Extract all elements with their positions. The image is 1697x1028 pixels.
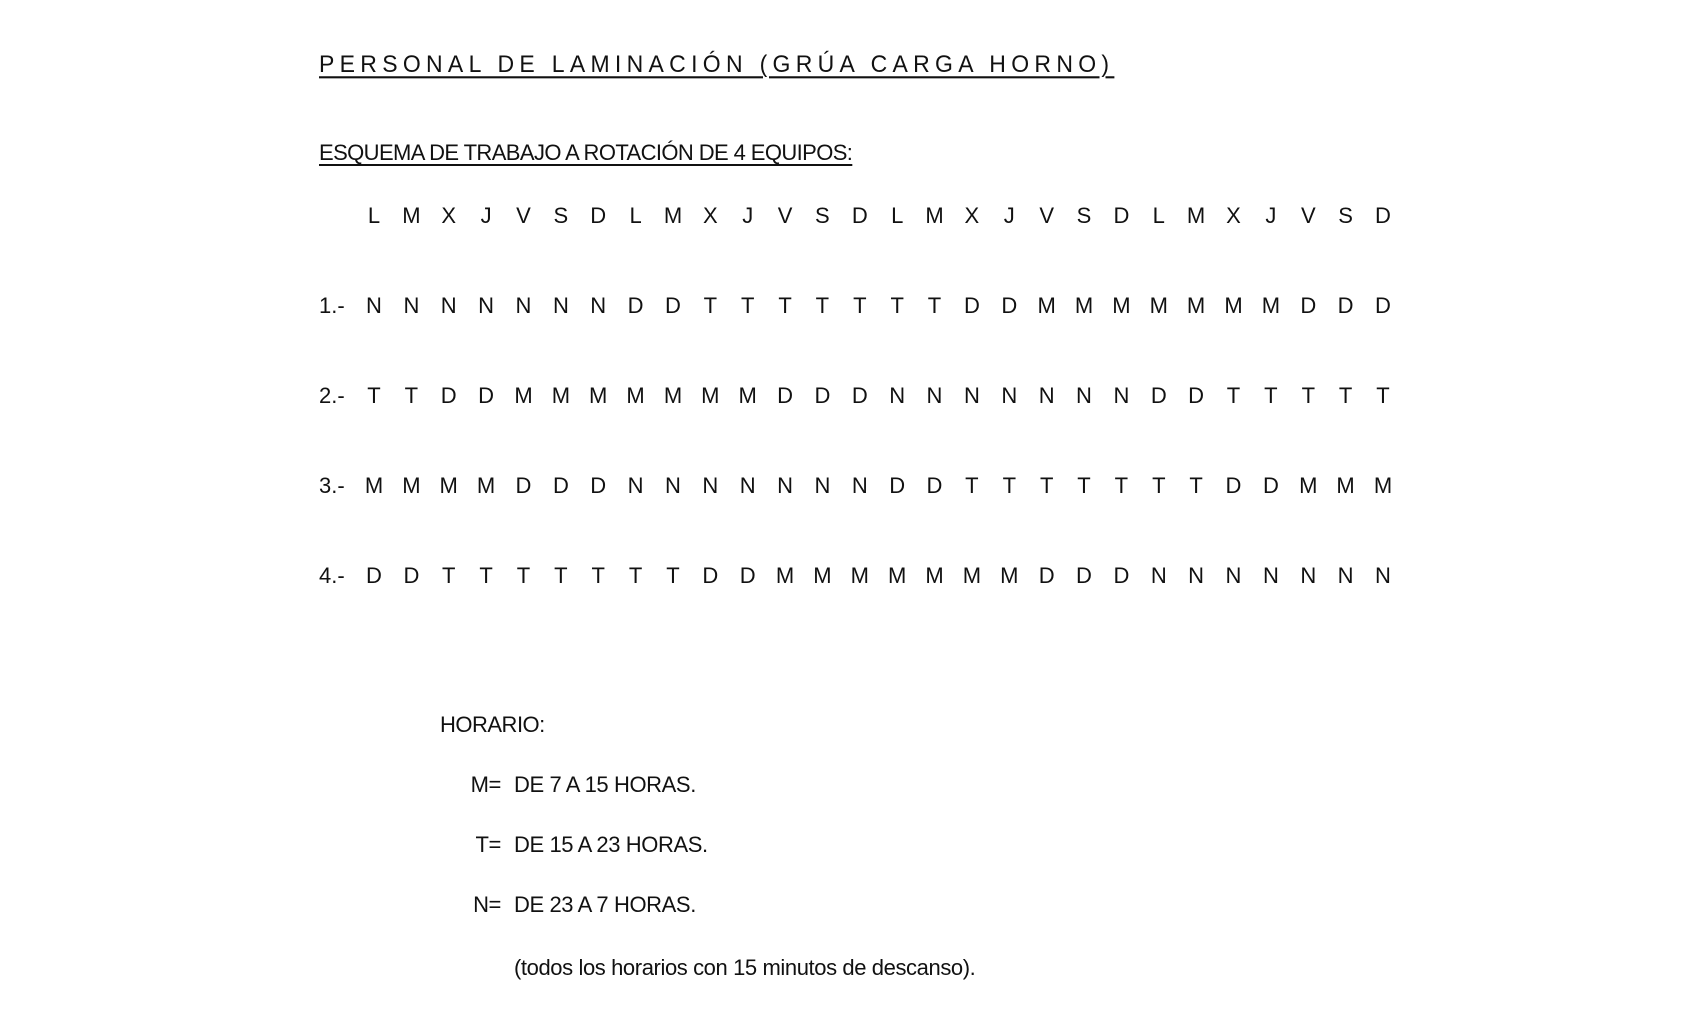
shift-cell: M <box>1224 293 1243 318</box>
shift-cell: T <box>1338 383 1353 408</box>
weekday-cell: L <box>891 203 904 228</box>
shift-cell: D <box>739 563 756 588</box>
shift-hours-night: DE 23 A 7 HORAS. <box>514 892 696 917</box>
shift-cell: N <box>889 383 906 408</box>
shift-cell: N <box>814 473 831 498</box>
shift-cell: M <box>925 563 944 588</box>
shift-cell: N <box>739 473 756 498</box>
weekday-cell: J <box>1265 203 1277 228</box>
shift-cell: D <box>1188 383 1205 408</box>
shift-cell: T <box>890 293 904 318</box>
shift-cell: T <box>516 563 531 588</box>
team-row-2 <box>0 383 1697 413</box>
schedule-heading: HORARIO: <box>440 712 545 737</box>
shift-cell: T <box>591 563 605 588</box>
shift-cell: M <box>476 473 496 498</box>
shift-cell: N <box>851 473 868 498</box>
shift-cell: M <box>551 383 571 408</box>
weekday-cell: M <box>1186 203 1206 228</box>
shift-cell: D <box>366 563 382 588</box>
shift-cell: D <box>702 563 719 588</box>
shift-cell: D <box>478 383 495 408</box>
weekday-cell: S <box>1076 203 1092 228</box>
shift-cell: D <box>1225 473 1242 498</box>
weekday-cell: D <box>851 203 868 228</box>
shift-cell: D <box>1337 293 1354 318</box>
weekday-cell: X <box>441 203 457 228</box>
weekday-cell: D <box>1375 203 1391 228</box>
shift-cell: N <box>515 293 532 318</box>
weekday-cell: X <box>1226 203 1241 228</box>
shift-cell: N <box>440 293 457 318</box>
shift-cell: T <box>1077 473 1091 498</box>
shift-cell: N <box>478 293 495 318</box>
shift-cell: M <box>1074 293 1094 318</box>
shift-cell: T <box>441 563 456 588</box>
shift-cell: M <box>962 563 982 588</box>
shift-cell: T <box>1264 383 1278 408</box>
shift-cell: M <box>1299 473 1318 498</box>
shift-cell: D <box>889 473 906 498</box>
shift-cell: D <box>1001 293 1018 318</box>
shift-code-night: N= <box>473 892 501 917</box>
shift-cell: T <box>927 293 942 318</box>
shift-cell: D <box>777 383 794 408</box>
shift-cell: N <box>1300 563 1317 588</box>
shift-cell: M <box>1373 473 1393 498</box>
weekday-cell: S <box>1338 203 1353 228</box>
shift-cell: M <box>1149 293 1168 318</box>
shift-cell: T <box>1039 473 1054 498</box>
shift-cell: N <box>403 293 420 318</box>
shift-cell: T <box>965 473 979 498</box>
rotation-scheme-heading: ESQUEMA DE TRABAJO A ROTACIÓN DE 4 EQUIPOS: <box>319 140 853 165</box>
shift-cell: D <box>1113 563 1130 588</box>
shift-cell: N <box>926 383 943 408</box>
shift-cell: N <box>1262 563 1279 588</box>
shift-cell: M <box>1000 563 1019 588</box>
weekday-header-row <box>0 203 1697 233</box>
shift-cell: M <box>439 473 458 498</box>
shift-cell: M <box>701 383 720 408</box>
shift-cell: N <box>627 473 644 498</box>
shift-cell: T <box>554 563 568 588</box>
weekday-cell: M <box>663 203 683 228</box>
shift-cell: M <box>514 383 533 408</box>
shift-cell: M <box>663 383 683 408</box>
shift-cell: M <box>738 383 757 408</box>
weekday-cell: L <box>1152 203 1165 228</box>
weekday-cell: M <box>402 203 421 228</box>
weekday-cell: S <box>815 203 830 228</box>
weekday-cell: J <box>1003 203 1015 228</box>
break-note: (todos los horarios con 15 minutos de descanso). <box>514 955 976 980</box>
shift-cell: M <box>850 563 869 588</box>
team-label: 2.- <box>319 383 345 408</box>
shift-cell: T <box>1189 473 1203 498</box>
weekday-cell: X <box>964 203 980 228</box>
shift-cell: D <box>552 473 569 498</box>
shift-cell: T <box>628 563 643 588</box>
weekday-cell: V <box>1300 203 1316 228</box>
shift-cell: N <box>1375 563 1391 588</box>
shift-cell: T <box>404 383 419 408</box>
shift-cell: M <box>626 383 645 408</box>
team-label: 1.- <box>319 293 345 318</box>
shift-cell: N <box>366 293 382 318</box>
weekday-cell: S <box>553 203 569 228</box>
shift-cell: D <box>590 473 607 498</box>
shift-cell: T <box>1152 473 1166 498</box>
shift-cell: D <box>440 383 457 408</box>
shift-cell: N <box>777 473 794 498</box>
weekday-cell: J <box>480 203 492 228</box>
shift-cell: D <box>1038 563 1055 588</box>
weekday-cell: X <box>702 203 718 228</box>
shift-cell: M <box>402 473 421 498</box>
shift-cell: D <box>1300 293 1317 318</box>
shift-cell: N <box>590 293 607 318</box>
shift-cell: T <box>703 293 718 318</box>
document-title: PERSONAL DE LAMINACIÓN (GRÚA CARGA HORNO) <box>319 50 1115 78</box>
shift-cell: N <box>702 473 719 498</box>
weekday-cell: J <box>742 203 754 228</box>
shift-cell: T <box>1376 383 1390 408</box>
shift-cell: D <box>403 563 420 588</box>
shift-cell: D <box>1076 563 1092 588</box>
shift-cell: D <box>665 293 681 318</box>
shift-cell: M <box>1112 293 1131 318</box>
shift-cell: T <box>666 563 680 588</box>
shift-cell: M <box>775 563 795 588</box>
weekday-cell: M <box>925 203 944 228</box>
shift-cell: N <box>1076 383 1092 408</box>
shift-hours-afternoon: DE 15 A 23 HORAS. <box>514 832 708 857</box>
weekday-cell: V <box>1039 203 1055 228</box>
shift-cell: T <box>1301 383 1316 408</box>
team-label: 4.- <box>319 563 345 588</box>
weekday-cell: D <box>590 203 607 228</box>
shift-cell: D <box>1375 293 1391 318</box>
shift-cell: T <box>479 563 493 588</box>
shift-cell: T <box>367 383 381 408</box>
weekday-cell: D <box>1113 203 1130 228</box>
shift-cell: D <box>627 293 644 318</box>
shift-cell: N <box>665 473 681 498</box>
team-row-3 <box>0 473 1697 503</box>
shift-cell: N <box>1113 383 1130 408</box>
shift-code-morning: M= <box>470 772 501 797</box>
shift-cell: T <box>815 293 830 318</box>
shift-cell: N <box>1337 563 1354 588</box>
shift-cell: D <box>1262 473 1279 498</box>
shift-cell: M <box>589 383 608 408</box>
shift-cell: T <box>740 293 755 318</box>
shift-cell: T <box>853 293 867 318</box>
weekday-cell: V <box>516 203 531 228</box>
team-row-1 <box>0 293 1697 323</box>
shift-cell: N <box>1225 563 1242 588</box>
shift-cell: N <box>552 293 569 318</box>
shift-cell: T <box>1226 383 1241 408</box>
shift-cell: M <box>1037 293 1056 318</box>
shift-cell: D <box>926 473 943 498</box>
shift-cell: D <box>963 293 980 318</box>
shift-cell: N <box>963 383 980 408</box>
shift-cell: M <box>888 563 907 588</box>
shift-cell: N <box>1188 563 1205 588</box>
shift-cell: T <box>1002 473 1017 498</box>
shift-cell: N <box>1038 383 1055 408</box>
shift-cell: M <box>813 563 832 588</box>
shift-cell: D <box>515 473 532 498</box>
shift-code-afternoon: T= <box>475 832 501 857</box>
shift-cell: D <box>814 383 831 408</box>
shift-cell: M <box>1186 293 1206 318</box>
shift-cell: D <box>851 383 868 408</box>
shift-cell: D <box>1150 383 1167 408</box>
team-row-4 <box>0 563 1697 593</box>
shift-cell: M <box>364 473 384 498</box>
shift-cell: T <box>778 293 792 318</box>
weekday-cell: V <box>777 203 793 228</box>
shift-cell: N <box>1150 563 1167 588</box>
shift-cell: T <box>1114 473 1129 498</box>
shift-cell: M <box>1336 473 1355 498</box>
team-label: 3.- <box>319 473 345 498</box>
shift-hours-morning: DE 7 A 15 HORAS. <box>514 772 696 797</box>
shift-cell: M <box>1261 293 1281 318</box>
shift-cell: N <box>1001 383 1018 408</box>
weekday-cell: L <box>629 203 642 228</box>
weekday-cell: L <box>367 203 381 228</box>
